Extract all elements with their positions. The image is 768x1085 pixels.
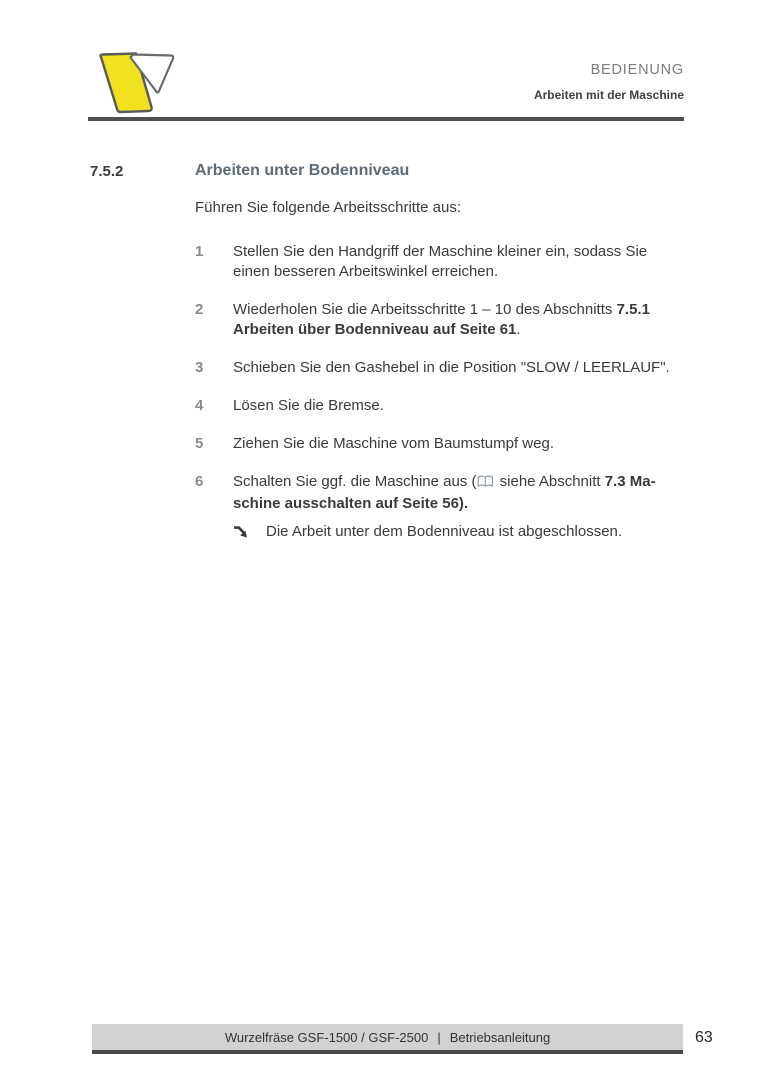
section-number: 7.5.2 <box>90 163 124 180</box>
step-text <box>233 396 384 416</box>
step-text-segment: schine ausschalten auf Seite 56). <box>233 495 469 512</box>
open-book-icon <box>477 474 494 494</box>
step-number: 6 <box>195 473 204 490</box>
step-text-segment: . <box>516 321 521 338</box>
result-text: Die Arbeit unter dem Bodenniveau ist abgeschlossen. <box>266 523 623 540</box>
step-text-segment: Arbeiten über Bodenniveau auf Seite 61 <box>233 321 517 338</box>
section-title: Arbeiten unter Bodenniveau <box>195 162 410 179</box>
step-number: 3 <box>195 359 204 376</box>
step-text-segment: Stellen Sie den Handgriff der Maschine kleiner ein, sodass Sie <box>233 243 648 260</box>
step-item <box>195 242 685 282</box>
footer-separator: | <box>437 1029 441 1045</box>
header-right <box>534 62 684 102</box>
header-divider <box>88 117 684 121</box>
step-number: 1 <box>195 243 204 260</box>
result-item <box>233 522 622 544</box>
intro-text: Führen Sie folgende Arbeitsschritte aus: <box>195 199 461 216</box>
step-number: 4 <box>195 397 204 414</box>
step-text-segment: einen besseren Arbeitswinkel erreichen. <box>233 263 499 280</box>
step-text-segment: siehe Abschnitt <box>495 473 605 490</box>
step-number: 2 <box>195 301 204 318</box>
footer-doc-type: Betriebsanleitung <box>449 1029 551 1045</box>
step-text-segment: Ziehen Sie die Maschine vom Baumstumpf weg. <box>233 435 554 452</box>
step-number: 5 <box>195 435 204 452</box>
step-text <box>233 358 670 378</box>
company-logo <box>93 50 211 121</box>
chapter-title: BEDIENUNG <box>590 62 684 78</box>
step-text <box>233 242 647 282</box>
step-text-segment: Wiederholen Sie die Arbeitsschritte 1 – 10 des Abschnitts <box>233 301 617 318</box>
footer-doc-title: Wurzelfräse GSF-1500 / GSF-2500 <box>224 1029 429 1045</box>
footer-bar <box>92 1024 683 1054</box>
step-item <box>195 472 685 514</box>
step-text <box>233 434 554 454</box>
step-text-segment: Lösen Sie die Bremse. <box>233 397 384 414</box>
step-item <box>195 358 685 378</box>
step-text-segment: 7.3 Ma- <box>604 473 656 490</box>
step-item <box>195 300 685 340</box>
step-item <box>195 434 685 454</box>
page-number: 63 <box>695 1029 713 1046</box>
step-text-segment: 7.5.1 <box>616 301 650 318</box>
step-item <box>195 396 685 416</box>
step-text-segment: Schalten Sie ggf. die Maschine aus ( <box>233 473 477 490</box>
step-text <box>233 472 656 514</box>
step-text <box>233 300 650 340</box>
southeast-arrow-icon <box>233 525 248 544</box>
steps-list <box>195 242 685 532</box>
company-logo-icon <box>93 50 211 116</box>
step-text-segment: Schieben Sie den Gashebel in die Position "SLOW / LEERLAUF". <box>233 359 670 376</box>
header-subtitle: Arbeiten mit der Maschine <box>533 88 684 102</box>
